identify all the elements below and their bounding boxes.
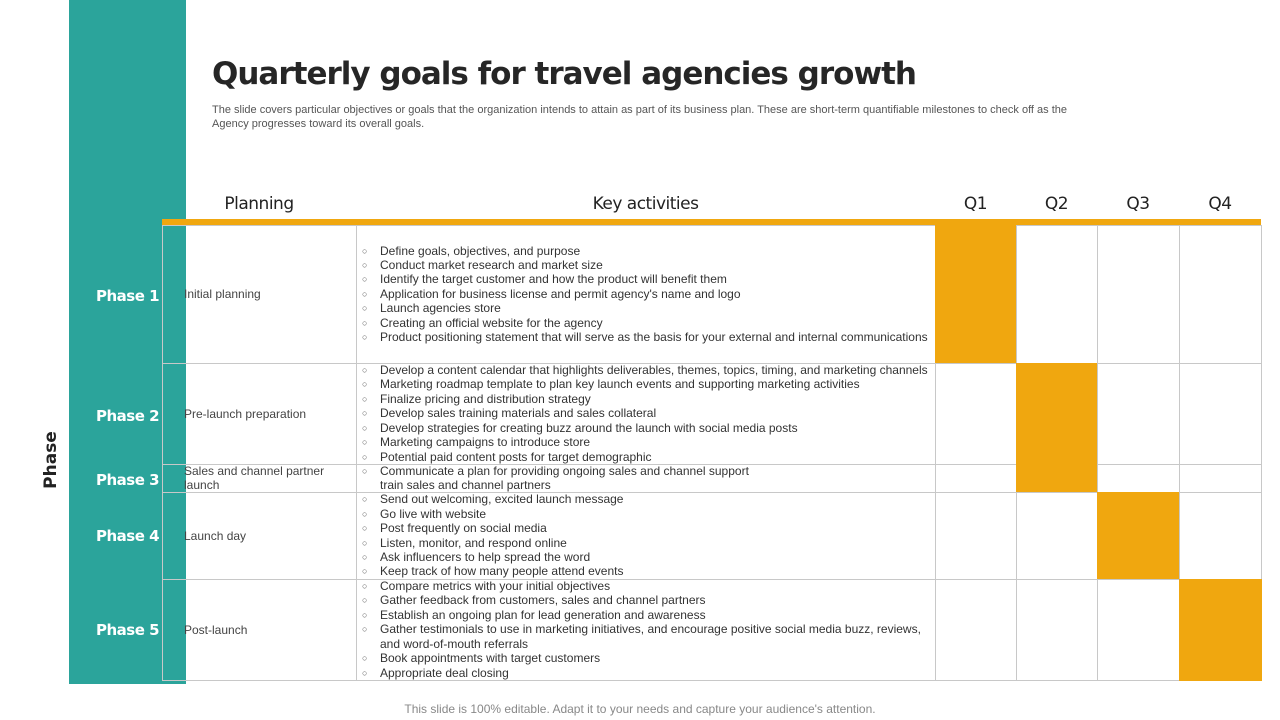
activity-text: Compare metrics with your initial objectives bbox=[380, 579, 611, 594]
table-cell bbox=[935, 363, 1017, 465]
activity-item bbox=[360, 301, 935, 315]
table-cell bbox=[1179, 225, 1262, 364]
circle-bullet-icon: ○ bbox=[362, 288, 368, 299]
circle-bullet-icon: ○ bbox=[362, 365, 368, 376]
table-cell bbox=[935, 464, 1017, 493]
circle-bullet-icon: ○ bbox=[362, 379, 368, 390]
activity-text: Communicate a plan for providing ongoing sales and channel support bbox=[380, 463, 749, 478]
phase-axis-text: Phase bbox=[41, 431, 61, 489]
activity-text: Marketing roadmap template to plan key launch events and supporting marketing activities bbox=[380, 377, 860, 392]
table-cell bbox=[1016, 579, 1098, 681]
activities-list bbox=[360, 464, 935, 492]
activity-text: Identify the target customer and how the product will benefit them bbox=[380, 272, 727, 287]
circle-bullet-icon: ○ bbox=[362, 422, 368, 433]
activity-item bbox=[360, 392, 935, 406]
q2-header: Q2 bbox=[1044, 194, 1069, 214]
activity-item bbox=[360, 316, 935, 330]
activity-text: Gather testimonials to use in marketing initiatives, and encourage positive social media buzz, reviews, bbox=[380, 622, 921, 637]
planning-label: Sales and channel partner launch bbox=[184, 464, 325, 492]
circle-bullet-icon: ○ bbox=[362, 245, 368, 256]
circle-bullet-icon: ○ bbox=[362, 566, 368, 577]
table-cell bbox=[1179, 363, 1262, 465]
planning-label: Initial planning bbox=[184, 287, 261, 301]
activity-item bbox=[360, 464, 935, 478]
table-cell bbox=[1179, 464, 1262, 493]
activity-text: Post frequently on social media bbox=[380, 521, 547, 536]
activity-text: and word-of-mouth referrals bbox=[380, 636, 529, 651]
activity-text: Establish an ongoing plan for lead generation and awareness bbox=[380, 607, 706, 622]
activity-text: Creating an official website for the agency bbox=[380, 315, 603, 330]
activities-list bbox=[360, 579, 935, 680]
activity-item bbox=[360, 550, 935, 564]
quarter-highlight-cell bbox=[1016, 363, 1098, 465]
planning-label: Pre-launch preparation bbox=[184, 406, 307, 421]
table-cell bbox=[1179, 492, 1262, 580]
activity-continuation bbox=[360, 478, 935, 492]
circle-bullet-icon: ○ bbox=[362, 551, 368, 562]
table-cell bbox=[1097, 225, 1180, 364]
circle-bullet-icon: ○ bbox=[362, 667, 368, 678]
circle-bullet-icon: ○ bbox=[362, 259, 368, 270]
activity-text: Book appointments with target customers bbox=[380, 651, 601, 666]
circle-bullet-icon: ○ bbox=[362, 537, 368, 548]
activity-text: Develop strategies for creating buzz around the launch with social media posts bbox=[380, 420, 798, 435]
activities-list bbox=[360, 225, 935, 363]
activity-item bbox=[360, 377, 935, 391]
circle-bullet-icon: ○ bbox=[362, 437, 368, 448]
activity-item bbox=[360, 406, 935, 420]
activity-text: Develop a content calendar that highlights deliverables, themes, topics, timing, and marketing channels bbox=[380, 363, 928, 378]
activity-text: Develop sales training materials and sales collateral bbox=[380, 406, 657, 421]
activity-item bbox=[360, 622, 935, 636]
quarter-highlight-cell bbox=[1016, 464, 1098, 493]
quarter-highlight-cell bbox=[1179, 579, 1262, 681]
activity-item bbox=[360, 258, 935, 272]
activity-item bbox=[360, 564, 935, 578]
slide-title: Quarterly goals for travel agencies growth bbox=[212, 56, 916, 92]
activities-list bbox=[360, 492, 935, 579]
activity-item bbox=[360, 435, 935, 449]
circle-bullet-icon: ○ bbox=[362, 508, 368, 519]
activity-item bbox=[360, 536, 935, 550]
activity-text: Potential paid content posts for target demographic bbox=[380, 449, 652, 464]
activity-item bbox=[360, 492, 935, 506]
table-cell bbox=[1097, 464, 1180, 493]
planning-label: Post-launch bbox=[184, 622, 248, 637]
activity-text: Ask influencers to help spread the word bbox=[380, 549, 591, 564]
table-cell bbox=[1016, 492, 1098, 580]
table-cell bbox=[935, 492, 1017, 580]
activity-text: Listen, monitor, and respond online bbox=[380, 535, 567, 550]
activity-text: Finalize pricing and distribution strategy bbox=[380, 391, 591, 406]
activity-item bbox=[360, 244, 935, 258]
activity-item bbox=[360, 579, 935, 593]
activity-text: Marketing campaigns to introduce store bbox=[380, 435, 591, 450]
quarter-highlight-cell bbox=[1097, 492, 1180, 580]
circle-bullet-icon: ○ bbox=[362, 317, 368, 328]
table-cell bbox=[1097, 363, 1180, 465]
activities-list bbox=[360, 363, 935, 464]
activity-item bbox=[360, 651, 935, 665]
activity-item bbox=[360, 272, 935, 286]
circle-bullet-icon: ○ bbox=[362, 465, 368, 476]
activity-text: Go live with website bbox=[380, 506, 487, 521]
phase-label: Phase 2 bbox=[95, 407, 160, 425]
activity-text: Keep track of how many people attend events bbox=[380, 564, 624, 579]
q1-header: Q1 bbox=[963, 194, 988, 214]
phase-label: Phase 4 bbox=[95, 526, 160, 545]
activity-item bbox=[360, 287, 935, 301]
activity-continuation bbox=[360, 637, 935, 651]
q3-header: Q3 bbox=[1126, 194, 1150, 214]
activity-text: Appropriate deal closing bbox=[380, 665, 509, 680]
phase-axis-label bbox=[36, 420, 66, 500]
activity-text: Conduct market research and market size bbox=[380, 257, 603, 272]
activity-item bbox=[360, 666, 935, 680]
circle-bullet-icon: ○ bbox=[362, 595, 368, 606]
circle-bullet-icon: ○ bbox=[362, 408, 368, 419]
quarter-highlight-cell bbox=[935, 225, 1017, 364]
phase-label: Phase 1 bbox=[95, 287, 160, 305]
circle-bullet-icon: ○ bbox=[362, 581, 368, 592]
activity-text: Send out welcoming, excited launch message bbox=[380, 492, 624, 507]
circle-bullet-icon: ○ bbox=[362, 393, 368, 404]
activity-text: Gather feedback from customers, sales and channel partners bbox=[380, 593, 706, 608]
circle-bullet-icon: ○ bbox=[362, 494, 368, 505]
activity-item bbox=[360, 330, 935, 344]
phase-label: Phase 5 bbox=[95, 620, 160, 639]
activity-text: Application for business license and permit agency's name and logo bbox=[380, 286, 741, 301]
activities-header: Key activities bbox=[592, 194, 699, 214]
activity-item bbox=[360, 507, 935, 521]
activity-text: Define goals, objectives, and purpose bbox=[380, 243, 581, 258]
activity-item bbox=[360, 608, 935, 622]
circle-bullet-icon: ○ bbox=[362, 609, 368, 620]
planning-label: Launch day bbox=[184, 528, 247, 543]
table-cell bbox=[1016, 225, 1098, 364]
circle-bullet-icon: ○ bbox=[362, 523, 368, 534]
activity-item bbox=[360, 363, 935, 377]
circle-bullet-icon: ○ bbox=[362, 653, 368, 664]
circle-bullet-icon: ○ bbox=[362, 624, 368, 635]
table-cell bbox=[935, 579, 1017, 681]
activity-item bbox=[360, 593, 935, 607]
circle-bullet-icon: ○ bbox=[362, 274, 368, 285]
activity-item bbox=[360, 421, 935, 435]
activity-item bbox=[360, 450, 935, 464]
activity-item bbox=[360, 521, 935, 535]
phase-label: Phase 3 bbox=[95, 471, 160, 489]
table-cell bbox=[1097, 579, 1180, 681]
activity-text: Launch agencies store bbox=[380, 301, 501, 316]
circle-bullet-icon: ○ bbox=[362, 451, 368, 462]
circle-bullet-icon: ○ bbox=[362, 303, 368, 314]
activity-text: Product positioning statement that will serve as the basis for your external and internal communications bbox=[380, 330, 928, 345]
footer-note: This slide is 100% editable. Adapt it to your needs and capture your audience's attention. bbox=[404, 702, 876, 716]
planning-header: Planning bbox=[224, 194, 294, 214]
q4-header: Q4 bbox=[1208, 194, 1232, 214]
slide-subtitle: The slide covers particular objectives or goals that the organization intends to attain as part of its business plan. These are short-term quantifiable milestones to check off as the Agency progresses toward its overall goals. bbox=[212, 104, 1068, 130]
circle-bullet-icon: ○ bbox=[362, 332, 368, 343]
activity-text: train sales and channel partners bbox=[380, 478, 551, 492]
